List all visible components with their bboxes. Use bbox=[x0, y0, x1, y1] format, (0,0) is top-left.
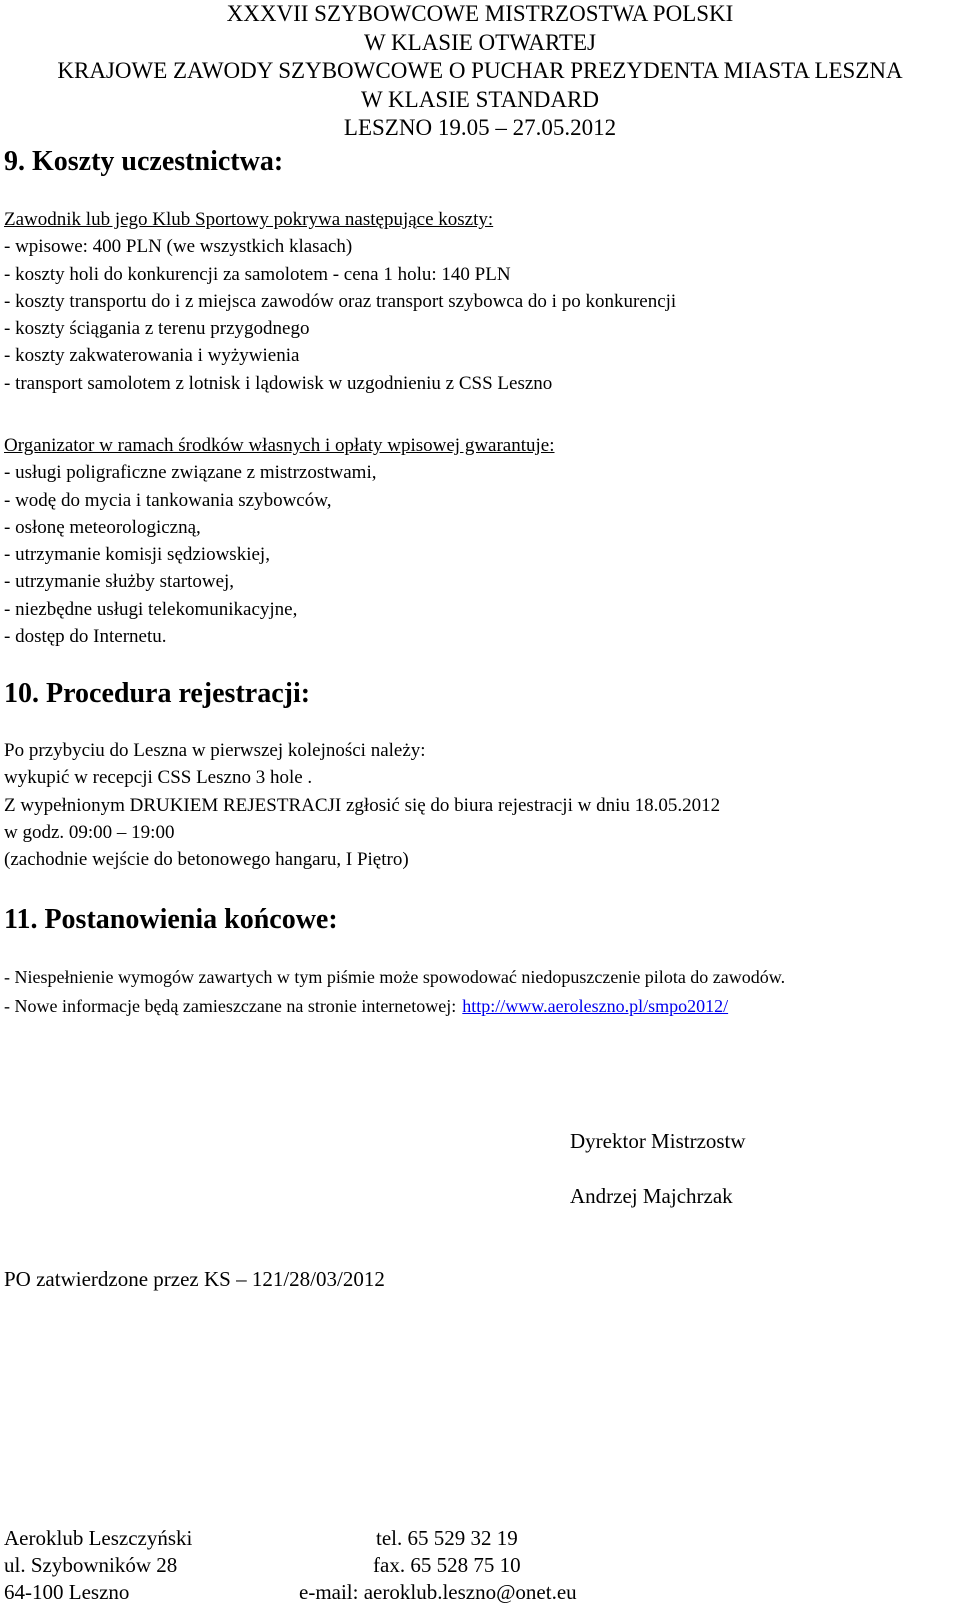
section-9-title: 9. Koszty uczestnictwa: bbox=[4, 146, 284, 177]
section-10-title: 10. Procedura rejestracji: bbox=[4, 678, 311, 709]
header-class-line: W KLASIE OTWARTEJ bbox=[364, 29, 596, 55]
list-item: - utrzymanie komisji sędziowskiej, bbox=[4, 544, 270, 566]
signature-name: Andrzej Majchrzak bbox=[570, 1184, 733, 1208]
registration-line: Po przybyciu do Leszna w pierwszej kolejności należy: bbox=[4, 740, 426, 761]
registration-line: w godz. 09:00 – 19:00 bbox=[4, 821, 175, 843]
document-header bbox=[0, 0, 960, 143]
provision-line bbox=[4, 992, 785, 1021]
costs-heading: Zawodnik lub jego Klub Sportowy pokrywa następujące koszty: bbox=[4, 209, 494, 230]
list-item: - osłonę meteorologiczną, bbox=[4, 516, 201, 538]
header-title-line: XXXVII SZYBOWCOWE MISTRZOSTWA POLSKI bbox=[226, 1, 734, 26]
section-11-title: 11. Postanowienia końcowe: bbox=[4, 904, 338, 935]
list-item: - koszty holi do konkurencji za samolotem - cena 1 holu: 140 PLN bbox=[4, 263, 511, 285]
list-item: - niezbędne usługi telekomunikacyjne, bbox=[4, 598, 298, 620]
list-item: - utrzymanie służby startowej, bbox=[4, 571, 235, 593]
footer-row bbox=[4, 1552, 954, 1579]
organizer-list bbox=[4, 432, 555, 650]
list-item: - koszty zakwaterowania i wyżywienia bbox=[4, 345, 300, 367]
registration-line: (zachodnie wejście do betonowego hangaru, I Piętro) bbox=[4, 849, 409, 871]
footer-fax: fax. 65 528 75 10 bbox=[373, 1553, 521, 1577]
list-item: - dostęp do Internetu. bbox=[4, 626, 167, 648]
approval-note: PO zatwierdzone przez KS – 121/28/03/2012 bbox=[4, 1267, 385, 1291]
footer-city: 64-100 Leszno bbox=[4, 1580, 130, 1604]
list-item: - koszty ściągania z terenu przygodnego bbox=[4, 318, 310, 340]
registration-line: wykupić w recepcji CSS Leszno 3 hole . bbox=[4, 767, 313, 789]
list-item: - usługi poligraficzne związane z mistrzostwami, bbox=[4, 462, 377, 484]
header-standard-line: W KLASIE STANDARD bbox=[361, 86, 599, 112]
registration-line: Z wypełnionym DRUKIEM REJESTRACJI zgłosić się do biura rejestracji w dniu 18.05.2012 bbox=[4, 794, 721, 816]
list-item: - koszty transportu do i z miejsca zawodów oraz transport szybowca do i po konkurencji bbox=[4, 290, 677, 312]
footer-row bbox=[4, 1579, 954, 1606]
costs-list bbox=[4, 206, 676, 397]
provision-line: - Niespełnienie wymogów zawartych w tym piśmie może spowodować niedopuszczenie pilota do zawodów. bbox=[4, 967, 786, 987]
footer-phone: tel. 65 529 32 19 bbox=[376, 1526, 518, 1550]
header-cup-line: KRAJOWE ZAWODY SZYBOWCOWE O PUCHAR PREZYDENTA MIASTA LESZNA bbox=[57, 58, 903, 83]
website-link[interactable]: http://www.aeroleszno.pl/smpo2012/ bbox=[462, 996, 729, 1016]
final-provisions bbox=[4, 963, 785, 1021]
provision-text: - Nowe informacje będą zamieszczane na stronie internetowej: bbox=[4, 996, 457, 1016]
list-item: - transport samolotem z lotnisk i lądowisk w uzgodnieniu z CSS Leszno bbox=[4, 372, 553, 394]
footer-row bbox=[4, 1525, 954, 1552]
list-item: - wpisowe: 400 PLN (we wszystkich klasach) bbox=[4, 236, 353, 258]
footer-email: e-mail: aeroklub.leszno@onet.eu bbox=[299, 1580, 577, 1604]
registration-procedure bbox=[4, 737, 720, 873]
list-item: - wodę do mycia i tankowania szybowców, bbox=[4, 489, 332, 511]
footer-org-name: Aeroklub Leszczyński bbox=[4, 1526, 193, 1550]
footer-street: ul. Szybowników 28 bbox=[4, 1553, 178, 1577]
header-dates-line: LESZNO 19.05 – 27.05.2012 bbox=[343, 115, 617, 140]
organizer-heading: Organizator w ramach środków własnych i opłaty wpisowej gwarantuje: bbox=[4, 435, 555, 456]
signature-role: Dyrektor Mistrzostw bbox=[570, 1129, 746, 1153]
document-footer bbox=[4, 1525, 954, 1606]
